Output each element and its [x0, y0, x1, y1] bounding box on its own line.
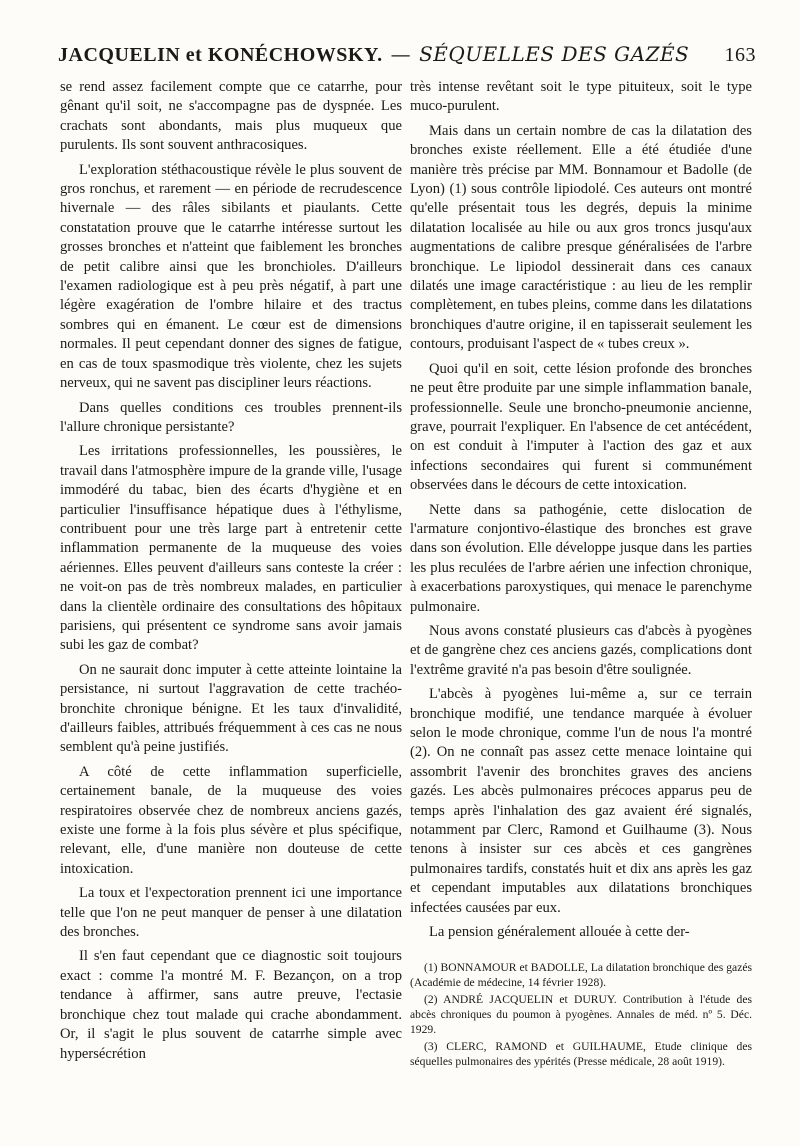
running-header	[58, 42, 756, 67]
paragraph: Mais dans un certain nombre de cas la dilatation des bronches existe réellement. Elle a été étudiée d'une manière très précise par MM. Bonnamour et Badolle (de Lyon) (1) sous contrôle lipiodolé. Ces auteurs ont montré qu'elle présentait tous les degrés, depuis la minime dilatation localisée au hile ou aux gros troncs jusqu'aux augmentations de calibre presque généralisées de l'arbre bronchique. Le lipiodol dessinerait dans ces canaux dilatés une image caractéristique : au lieu de les remplir complètement, en tubes pleins, comme dans les dilatations bronchiques d'autre origine, il en tapisserait seulement les contours, produisant l'aspect de « tubes creux ».	[410, 122, 752, 353]
page-number: 163	[724, 44, 756, 66]
paragraph: Les irritations professionnelles, les poussières, le travail dans l'atmosphère impure de la grande ville, l'usage immodéré du tabac, bien des écarts d'hygiène et en particulier l'insuffisance hépatique dues à l'éthylisme, contribuent pour une très large part à entretenir cette inflammation permanente de la muqueuse des voies aériennes. Elles peuvent d'ailleurs sans conteste la créer : ne voit-on pas de très nombreux malades, en particulier dans la clientèle ordinaire des consultations des hôpitaux parisiens, qui présentent ce syndrome sans avoir jamais subi les gaz de combat?	[60, 443, 403, 654]
paragraph: Nette dans sa pathogénie, cette dislocation de l'armature conjontivo-élastique des bronches est grave dans son évolution. Elle développe jusque dans les parties les plus reculées de l'arbre aérien une infection chronique, à exacerbations paroxystiques, qui menace le parenchyme pulmonaire.	[410, 501, 752, 615]
paragraph: Dans quelles conditions ces troubles prennent-ils l'allure chronique persistante?	[60, 399, 402, 435]
right-column	[410, 78, 752, 1071]
paragraph: La pension généralement allouée à cette der-	[429, 924, 690, 941]
left-column	[60, 78, 402, 1069]
paragraph: très intense revêtant soit le type pituiteux, soit le type muco-purulent.	[410, 79, 752, 115]
paragraph: Quoi qu'il en soit, cette lésion profonde des bronches ne peut être produite par une simple inflammation banale, professionnelle. Seule une broncho-pneumonie ancienne, grave, pourrait l'expliquer. En l'absence de cet antécédent, on est conduit à l'imputer à l'action des gaz et aux infections secondaires qui furent si communément observées dans le décours de cette intoxication.	[410, 360, 752, 494]
paragraph: La toux et l'expectoration prennent ici une importance telle que l'on ne peut manquer de penser à une dilatation des bronches.	[60, 885, 402, 941]
paragraph: Il s'en faut cependant que ce diagnostic soit toujours exact : comme l'a montré M. F. Bezançon, on a trop tendance à affirmer, sans autre preuve, l'ectasie bronchique chez tout malade qui crache abondamment. Or, il s'agit le plus souvent de catarrhe simple avec hypersécrétion	[60, 948, 402, 1062]
paragraph: se rend assez facilement compte que ce catarrhe, pour gênant qu'il soit, ne s'accompagne pas de dyspnée. Les crachats sont abondants, mais plus muqueux que purulents. Ils sont souvent anthracosiques.	[60, 79, 402, 154]
footnote: (2) ANDRÉ JACQUELIN et DURUY. Contribution à l'étude des abcès chroniques du poumon à pyogènes. Annales de méd. nº 5. Déc. 1929.	[410, 993, 752, 1037]
header-separator: —	[390, 42, 412, 66]
header-title: SÉQUELLES DES GAZÉS	[419, 42, 690, 66]
footnotes	[410, 960, 752, 1069]
paragraph: L'abcès à pyogènes lui-même a, sur ce terrain bronchique modifié, une tendance marquée à évoluer selon le mode chronique, comme l'un de nous l'a montré (2). On ne connaît pas assez cette menace lointaine qui assombrit l'avenir des bronchites graves des anciens gazés. Les abcès pulmonaires précoces apparus peu de temps après l'inhalation des gaz avaient éré signalés, notamment par Clerc, Ramond et Guilhaume (3). Nous tenons à insister sur ces abcès et ces gangrènes pulmonaires tardifs, constatés huit et dix ans après les gaz et cependant imputables aux dilatations bronchiques infectées causées par eux.	[410, 686, 752, 916]
header-authors: JACQUELIN et KONÉCHOWSKY.	[58, 44, 383, 66]
paragraph: On ne saurait donc imputer à cette atteinte lointaine la persistance, ni surtout l'aggravation de cette trachéo-bronchite chronique bénigne. Et les taux d'invalidité, d'ailleurs faibles, attribués fréquemment à ces cas ne nous semblent qu'à peine justifiés.	[60, 661, 402, 756]
paragraph: L'exploration stéthacoustique révèle le plus souvent de gros ronchus, et rarement — en période de recrudescence hivernale — des râles sibilants et piaulants. Cette constatation prouve que le catarrhe intéresse surtout les grosses bronches et n'atteint que faiblement les bronches de petit calibre ainsi que les bronchioles. D'ailleurs l'examen radiologique est à peu près négatif, à part une légère exagération de l'ombre hilaire et des tractus sombres qui en émanent. Le cœur est de dimensions normales. Il peut cependant donner des signes de fatigue, en cas de toux spasmodique très violente, chez les sujets nerveux, qui ne savent pas discipliner leurs réactions.	[60, 161, 402, 392]
paragraph: A côté de cette inflammation superficielle, certainement banale, de la muqueuse des voies respiratoires observée chez de nombreux anciens gazés, existe une forme à la fois plus sévère et plus spécifique, relevant, elle, d'une manière non douteuse de cette intoxication.	[60, 763, 402, 877]
footnote: (3) CLERC, RAMOND et GUILHAUME, Etude clinique des séquelles pulmonaires des ypérités (Presse médicale, 28 août 1919).	[410, 1040, 752, 1069]
footnote: (1) BONNAMOUR et BADOLLE, La dilatation bronchique des gazés (Académie de médecine, 14 février 1928).	[410, 961, 752, 990]
paragraph: Nous avons constaté plusieurs cas d'abcès à pyogènes et de gangrène chez ces anciens gazés, complications dont l'extrême gravité n'a pas besoin d'être soulignée.	[410, 622, 752, 678]
